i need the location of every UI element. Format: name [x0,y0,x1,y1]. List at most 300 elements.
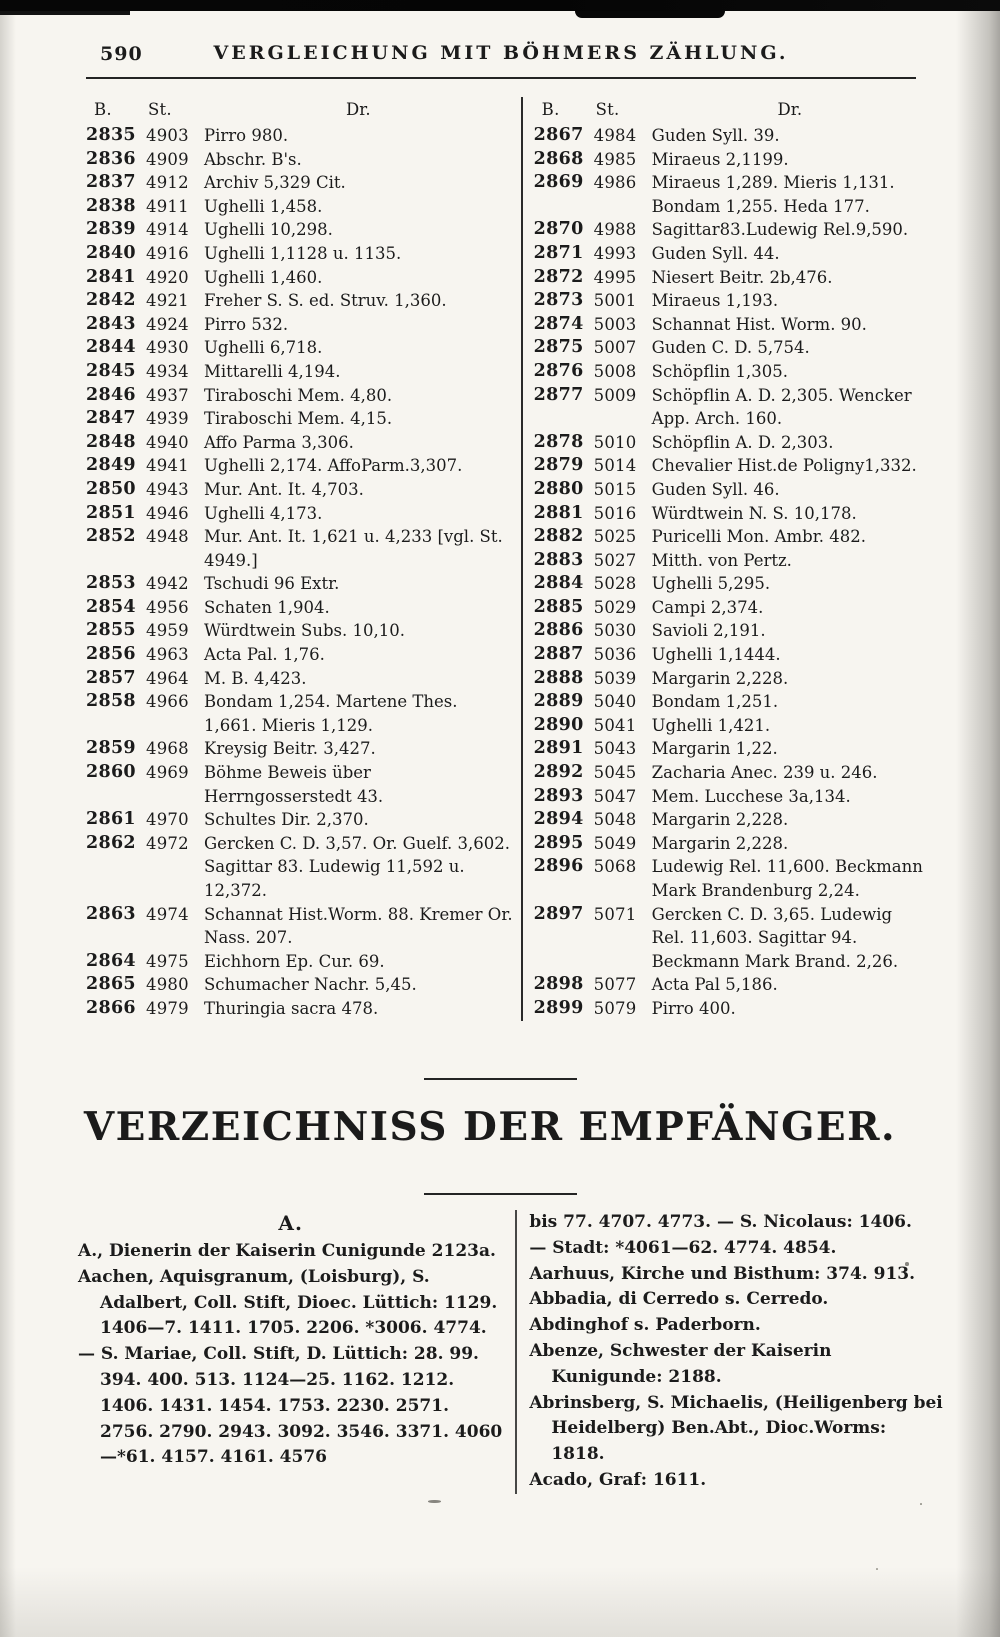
citation-text: Margarin 2,228. [651,668,789,688]
stumpf-number: 5039 [593,668,637,688]
concordance-row [534,690,930,714]
citation-text: Archiv 5,329 Cit. [204,173,346,193]
boehmer-number: 2847 [86,408,136,429]
running-header [86,42,916,79]
citation-text: Mur. Ant. It. 4,703. [204,479,364,499]
concordance-row [86,690,515,737]
citation-text: Guden C. D. 5,754. [651,338,810,358]
concordance-row [534,808,930,832]
header-st: St. [595,100,620,119]
stumpf-number: 5029 [593,597,637,617]
stumpf-number: 4988 [593,220,637,240]
register-right-entries [529,1210,944,1494]
concordance-row [86,195,515,219]
boehmer-number: 2896 [533,856,584,877]
header-b: B. [94,100,112,119]
stumpf-number: 5045 [593,763,637,783]
stumpf-number: 5010 [593,432,637,452]
stumpf-number: 4959 [146,621,189,641]
header-dr: Dr. [346,100,371,119]
stumpf-number: 4993 [593,243,637,263]
boehmer-number: 2873 [533,290,584,311]
register-section [78,1210,944,1494]
concordance-row [534,761,930,785]
citation-text: Acta Pal 5,186. [651,975,778,995]
stumpf-number: 4903 [146,126,189,145]
citation-text: Tiraboschi Mem. 4,80. [204,385,393,405]
citation-text: Miraeus 1,289. Mieris 1,131. Bondam 1,255. Heda 177. [651,173,895,216]
concordance-row [86,360,515,384]
stumpf-number: 5025 [593,527,637,547]
stumpf-number: 4946 [146,503,189,523]
boehmer-number: 2898 [533,974,584,995]
register-entry: Abrinsberg, S. Michaelis, (Heiligenberg bei Heidelberg) Ben.Abt., Dioc.Worms: 1818. [529,1392,943,1465]
concordance-row [86,313,515,337]
stumpf-number: 5003 [593,314,637,334]
concordance-row [86,950,515,974]
stumpf-number: 4948 [146,527,189,547]
citation-text: Thuringia sacra 478. [204,998,379,1018]
stumpf-number: 5041 [593,715,637,735]
citation-text: Schöpflin 1,305. [651,361,788,381]
stumpf-number: 4941 [146,456,189,476]
concordance-row [534,148,930,172]
concordance-row [86,171,515,195]
column-headers-left [86,97,515,123]
citation-text: Niesert Beitr. 2b,476. [651,267,833,287]
citation-text: Guden Syll. 46. [651,479,780,499]
boehmer-number: 2869 [533,172,584,193]
boehmer-number: 2853 [86,573,136,594]
citation-text: Mem. Lucchese 3a,134. [651,786,851,806]
stumpf-number: 5047 [593,786,637,806]
citation-text: Gercken C. D. 3,57. Or. Guelf. 3,602. Sagittar 83. Ludewig 11,592 u. 12,372. [204,833,511,900]
stumpf-number: 5015 [593,479,637,499]
citation-text: Margarin 2,228. [651,810,789,830]
boehmer-number: 2885 [533,596,584,617]
concordance-row [534,242,930,266]
running-title: VERGLEICHUNG MIT BÖHMERS ZÄHLUNG. [213,42,789,64]
boehmer-number: 2861 [86,809,136,830]
stumpf-number: 4995 [593,267,637,287]
boehmer-number: 2837 [86,172,136,193]
stumpf-number: 5014 [593,456,637,476]
stumpf-number: 4984 [593,126,637,145]
citation-text: M. B. 4,423. [204,668,307,688]
concordance-row [534,124,930,148]
concordance-left-rows [86,124,515,1021]
stumpf-number: 4914 [146,220,189,240]
boehmer-number: 2876 [533,360,584,381]
citation-text: Acta Pal. 1,76. [204,645,325,665]
boehmer-number: 2849 [86,455,136,476]
concordance-row [86,336,515,360]
boehmer-number: 2871 [533,242,584,263]
boehmer-number: 2846 [86,384,136,405]
boehmer-number: 2899 [533,997,584,1018]
stumpf-number: 5043 [593,739,637,759]
register-entry: bis 77. 4707. 4773. — S. Nicolaus: 1406. [529,1212,912,1232]
register-entry: A., Dienerin der Kaiserin Cunigunde 2123a. [78,1241,496,1261]
scan-speck [428,1500,441,1503]
header-dr: Dr. [777,100,803,119]
citation-text: Puricelli Mon. Ambr. 482. [651,527,867,547]
boehmer-number: 2864 [86,950,136,971]
boehmer-number: 2841 [86,266,136,287]
stumpf-number: 5049 [593,833,637,853]
citation-text: Ughelli 4,173. [204,503,323,523]
stumpf-number: 4975 [146,951,189,971]
stumpf-number: 4920 [146,267,189,287]
concordance-row [86,384,515,408]
stumpf-number: 5008 [593,361,637,381]
concordance-row [86,737,515,761]
concordance-row [534,502,930,526]
concordance-row [86,596,515,620]
stumpf-number: 5036 [593,645,637,665]
scan-edge-artifact-bottom [0,1567,1000,1637]
register-right-column [515,1210,944,1494]
concordance-row [86,903,515,950]
citation-text: Ughelli 1,1444. [651,645,781,665]
concordance-row [86,266,515,290]
stumpf-number: 4964 [146,668,189,688]
citation-text: Affo Parma 3,306. [204,432,354,452]
concordance-row [86,619,515,643]
register-entry: — Stadt: *4061—62. 4774. 4854. [529,1237,837,1258]
boehmer-number: 2852 [86,526,136,547]
boehmer-number: 2839 [86,219,136,240]
column-headers-right [534,97,930,123]
boehmer-number: 2857 [86,667,136,688]
stumpf-number: 4979 [146,998,189,1018]
citation-text: Schannat Hist. Worm. 90. [651,314,867,334]
concordance-row [86,124,515,148]
boehmer-number: 2891 [533,738,584,759]
boehmer-number: 2859 [86,738,136,759]
boehmer-number: 2897 [533,903,584,924]
concordance-row [86,832,515,903]
boehmer-number: 2850 [86,478,136,499]
register-entry: — S. Mariae, Coll. Stift, D. Lüttich: 28. 99. 394. 400. 513. 1124—25. 1162. 1212. 1406. 1431. 1454. 1753. 2230. 2571. 2756. 2790. 2943. 3092. 3546. 3371. 4060—*61. 4157. 4161. 4576 [78,1344,503,1468]
concordance-row [534,572,930,596]
concordance-row [534,549,930,573]
stumpf-number: 4934 [146,361,189,381]
concordance-row [86,502,515,526]
stumpf-number: 4970 [146,810,189,830]
stumpf-number: 4974 [146,904,189,924]
concordance-row [86,478,515,502]
concordance-row [534,832,930,856]
boehmer-number: 2843 [86,313,136,334]
concordance-row [86,407,515,431]
concordance-row [534,855,930,902]
citation-text: Schumacher Nachr. 5,45. [204,975,417,995]
boehmer-number: 2865 [86,974,136,995]
citation-text: Mittarelli 4,194. [204,361,341,381]
stumpf-number: 5048 [593,810,637,830]
concordance-row [86,242,515,266]
register-entry: Acado, Graf: 1611. [529,1469,707,1490]
boehmer-number: 2845 [86,360,136,381]
citation-text: Ughelli 2,174. AffoParm.3,307. [204,456,463,476]
register-entry: Abenze, Schwester der Kaiserin Kunigunde: 2188. [529,1340,832,1387]
concordance-row [534,643,930,667]
boehmer-number: 2895 [533,832,584,853]
citation-text: Schöpflin A. D. 2,305. Wencker App. Arch. 160. [651,385,912,429]
boehmer-number: 2858 [86,691,136,712]
boehmer-number: 2848 [86,431,136,452]
register-letter-heading: A. [278,1211,303,1235]
concordance-row [86,525,515,572]
citation-text: Schannat Hist.Worm. 88. Kremer Or. Nass. 207. [204,904,513,948]
boehmer-number: 2884 [533,573,584,594]
citation-text: Schultes Dir. 2,370. [204,810,369,830]
stumpf-number: 4916 [146,243,189,263]
citation-text: Eichhorn Ep. Cur. 69. [204,951,385,971]
stumpf-number: 4943 [146,479,189,499]
boehmer-number: 2868 [533,148,584,169]
boehmer-number: 2872 [533,266,584,287]
citation-text: Ughelli 1,1128 u. 1135. [204,243,402,263]
concordance-right-column [521,97,930,1021]
citation-text: Pirro 532. [204,314,289,334]
section-divider-rule-top [424,1078,577,1080]
stumpf-number: 4942 [146,574,189,594]
stumpf-number: 4968 [146,739,189,759]
citation-text: Margarin 2,228. [651,833,789,853]
citation-text: Miraeus 1,193. [651,291,779,311]
citation-text: Kreysig Beitr. 3,427. [204,739,376,759]
concordance-row [534,714,930,738]
stumpf-number: 5001 [593,291,637,311]
stumpf-number: 5027 [593,550,637,570]
stumpf-number: 5030 [593,621,637,641]
concordance-row [534,619,930,643]
concordance-row [86,643,515,667]
citation-text: Chevalier Hist.de Poligny1,332. [651,456,917,476]
citation-text: Mitth. von Pertz. [651,550,792,570]
concordance-row [534,525,930,549]
boehmer-number: 2856 [86,644,136,665]
boehmer-number: 2838 [86,195,136,216]
citation-text: Würdtwein Subs. 10,10. [204,621,405,641]
citation-text: Schöpflin A. D. 2,303. [651,432,834,452]
concordance-row [534,384,930,431]
concordance-row [86,997,515,1021]
boehmer-number: 2881 [533,502,584,523]
concordance-row [86,431,515,455]
concordance-row [86,808,515,832]
citation-text: Ughelli 6,718. [204,338,323,358]
citation-text: Tiraboschi Mem. 4,15. [204,409,393,429]
register-entry: Aachen, Aquisgranum, (Loisburg), S. Adalbert, Coll. Stift, Dioec. Lüttich: 1129. 1406—7. 1411. 1705. 2206. *3006. 4774. [78,1266,498,1339]
stumpf-number: 5077 [593,975,637,995]
boehmer-number: 2892 [533,762,584,783]
register-entry: Aarhuus, Kirche und Bisthum: 374. 913. [529,1263,916,1284]
concordance-row [86,454,515,478]
header-st: St. [148,100,172,119]
stumpf-number: 4972 [146,833,189,853]
citation-text: Margarin 1,22. [651,739,778,759]
boehmer-number: 2844 [86,337,136,358]
boehmer-number: 2893 [533,785,584,806]
concordance-row [86,761,515,808]
header-b: B. [541,100,560,119]
concordance-row [534,903,930,974]
boehmer-number: 2894 [533,809,584,830]
scan-edge-artifact-right [956,0,1000,1637]
concordance-row [534,973,930,997]
stumpf-number: 4937 [146,385,189,405]
citation-text: Pirro 400. [651,998,736,1018]
stumpf-number: 4940 [146,432,189,452]
concordance-left-column [86,97,521,1021]
boehmer-number: 2842 [86,290,136,311]
boehmer-number: 2863 [86,903,136,924]
citation-text: Pirro 980. [204,126,289,145]
citation-text: Ughelli 5,295. [651,574,771,594]
citation-text: Mur. Ant. It. 1,621 u. 4,233 [vgl. St. 4949.] [204,527,503,570]
stumpf-number: 4939 [146,409,189,429]
citation-text: Schaten 1,904. [204,597,330,617]
boehmer-number: 2866 [86,997,136,1018]
concordance-row [534,997,930,1021]
boehmer-number: 2877 [533,384,584,405]
stumpf-number: 5007 [593,338,637,358]
citation-text: Guden Syll. 39. [651,126,780,145]
citation-text: Sagittar83.Ludewig Rel.9,590. [651,220,909,240]
concordance-row [534,431,930,455]
page-number: 590 [100,43,143,65]
concordance-row [534,218,930,242]
concordance-row [534,171,930,218]
citation-text: Bondam 1,254. Martene Thes. 1,661. Mieris 1,129. [204,692,458,735]
concordance-row [534,360,930,384]
boehmer-number: 2851 [86,502,136,523]
scan-edge-artifact-top [0,0,1000,11]
concordance-row [534,454,930,478]
boehmer-number: 2883 [533,549,584,570]
citation-text: Tschudi 96 Extr. [204,574,340,594]
concordance-row [534,478,930,502]
concordance-row [534,266,930,290]
citation-text: Ludewig Rel. 11,600. Beckmann Mark Brandenburg 2,24. [651,857,923,900]
stumpf-number: 5016 [593,503,637,523]
boehmer-number: 2888 [533,667,584,688]
section-divider-rule-bottom [424,1193,577,1195]
citation-text: Zacharia Anec. 239 u. 246. [651,763,878,783]
citation-text: Campi 2,374. [651,597,764,617]
citation-text: Gercken C. D. 3,65. Ludewig Rel. 11,603. Sagittar 94. Beckmann Mark Brand. 2,26. [651,904,899,971]
boehmer-number: 2880 [533,478,584,499]
citation-text: Ughelli 1,421. [651,715,771,735]
citation-text: Miraeus 2,1199. [651,149,789,169]
register-left-column [78,1210,515,1494]
concordance-row [86,572,515,596]
concordance-row [86,148,515,172]
stumpf-number: 4909 [146,149,189,169]
boehmer-number: 2860 [86,762,136,783]
scan-edge-artifact-left [0,0,16,1637]
boehmer-number: 2879 [533,455,584,476]
stumpf-number: 5009 [593,385,637,405]
stumpf-number: 4986 [593,173,637,193]
boehmer-number: 2870 [533,219,584,240]
boehmer-number: 2855 [86,620,136,641]
boehmer-number: 2887 [533,644,584,665]
stumpf-number: 4912 [146,173,189,193]
citation-text: Freher S. S. ed. Struv. 1,360. [204,291,447,311]
boehmer-number: 2890 [533,714,584,735]
register-title: VERZEICHNISS DER EMPFÄNGER. [83,1104,897,1150]
boehmer-number: 2889 [533,691,584,712]
stumpf-number: 4956 [146,597,189,617]
register-entry: Abdinghof s. Paderborn. [529,1315,761,1336]
stumpf-number: 5079 [593,998,637,1018]
stumpf-number: 4930 [146,338,189,358]
concordance-table [86,97,930,1021]
boehmer-number: 2886 [533,620,584,641]
citation-text: Guden Syll. 44. [651,243,780,263]
boehmer-number: 2878 [533,431,584,452]
concordance-row [86,973,515,997]
concordance-row [534,596,930,620]
concordance-row [534,336,930,360]
concordance-row [86,289,515,313]
concordance-right-rows [534,124,930,1021]
citation-text: Ughelli 1,458. [204,196,323,216]
stumpf-number: 4911 [146,196,189,216]
stumpf-number: 5071 [593,904,637,924]
concordance-row [534,785,930,809]
stumpf-number: 5068 [593,857,637,877]
citation-text: Ughelli 1,460. [204,267,323,287]
boehmer-number: 2874 [533,313,584,334]
citation-text: Böhme Beweis über Herrngosserstedt 43. [204,763,384,806]
stumpf-number: 4985 [593,149,637,169]
concordance-row [534,737,930,761]
concordance-row [534,667,930,691]
concordance-row [86,667,515,691]
stumpf-number: 4969 [146,763,189,783]
boehmer-number: 2867 [533,125,584,145]
concordance-row [534,313,930,337]
stumpf-number: 4924 [146,314,189,334]
stumpf-number: 4921 [146,291,189,311]
boehmer-number: 2875 [533,337,584,358]
concordance-row [86,218,515,242]
boehmer-number: 2840 [86,242,136,263]
boehmer-number: 2882 [533,526,584,547]
register-left-entries [78,1239,503,1471]
stumpf-number: 5040 [593,692,637,712]
boehmer-number: 2836 [86,148,136,169]
register-entry: Abbadia, di Cerredo s. Cerredo. [529,1289,829,1310]
boehmer-number: 2854 [86,596,136,617]
stumpf-number: 4963 [146,645,189,665]
stumpf-number: 5028 [593,574,637,594]
citation-text: Ughelli 10,298. [204,220,333,240]
citation-text: Würdtwein N. S. 10,178. [651,503,857,523]
citation-text: Savioli 2,191. [651,621,766,641]
citation-text: Bondam 1,251. [651,692,779,712]
citation-text: Abschr. B's. [204,149,302,169]
boehmer-number: 2835 [86,125,136,145]
concordance-row [534,289,930,313]
stumpf-number: 4980 [146,975,189,995]
stumpf-number: 4966 [146,692,189,712]
